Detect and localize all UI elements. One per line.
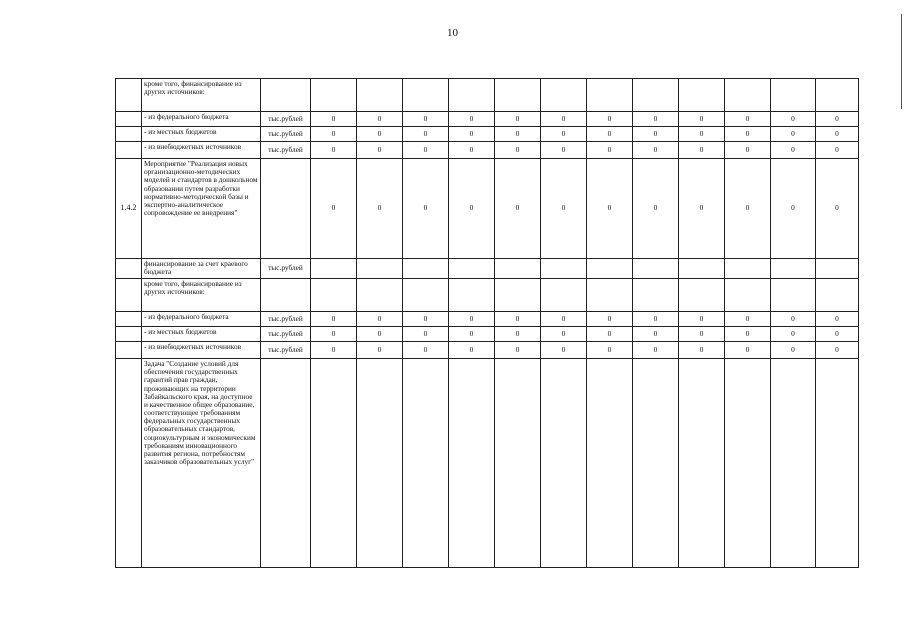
value-cell: 0	[403, 342, 449, 359]
value-cell	[403, 79, 449, 112]
page-number: 10	[447, 27, 458, 39]
value-cell: 0	[679, 112, 725, 127]
value-cell: 0	[311, 327, 357, 342]
value-cell: 0	[679, 342, 725, 359]
value-cell	[587, 359, 633, 568]
value-cell	[725, 79, 771, 112]
value-cell: 0	[403, 112, 449, 127]
scan-edge-line	[901, 14, 902, 109]
value-cell: 0	[771, 127, 816, 142]
value-cell	[311, 79, 357, 112]
budget-table	[115, 78, 859, 568]
row-name-cell: - из местных бюджетов	[142, 327, 261, 342]
value-cell	[495, 359, 541, 568]
value-cell: 0	[403, 327, 449, 342]
value-cell: 0	[541, 127, 587, 142]
value-cell: 0	[725, 327, 771, 342]
value-cell: 0	[771, 342, 816, 359]
value-cell	[633, 79, 679, 112]
value-cell	[771, 79, 816, 112]
value-cell: 0	[587, 112, 633, 127]
value-cell: 0	[311, 127, 357, 142]
row-name-cell: Задача "Создание условий для обеспечения государственных гарантий прав граждан, проживающих на территории Забайкальского края, на доступное и качественное общее образование, соответствующее требованиям федеральных государственных образовательных стандартов, социокультурным и экономическим требованиям инновационного развития региона, потребностям заказчиков образовательных услуг"	[142, 359, 261, 568]
value-cell: 0	[725, 159, 771, 259]
value-cell	[725, 279, 771, 312]
value-cell: 0	[357, 112, 403, 127]
row-unit-cell: тыс.рублей	[261, 127, 311, 142]
value-cell: 0	[495, 342, 541, 359]
value-cell	[495, 259, 541, 279]
value-cell	[679, 279, 725, 312]
row-code-cell: 1.4.2	[116, 159, 142, 259]
value-cell: 0	[816, 327, 859, 342]
value-cell	[311, 359, 357, 568]
value-cell: 0	[357, 312, 403, 327]
value-cell	[633, 279, 679, 312]
value-cell: 0	[633, 159, 679, 259]
table-row	[116, 312, 859, 327]
value-cell: 0	[449, 327, 495, 342]
value-cell: 0	[449, 127, 495, 142]
value-cell: 0	[587, 327, 633, 342]
value-cell	[587, 79, 633, 112]
value-cell	[725, 359, 771, 568]
value-cell	[449, 279, 495, 312]
value-cell	[403, 359, 449, 568]
value-cell: 0	[816, 127, 859, 142]
table-row	[116, 79, 859, 112]
value-cell	[771, 279, 816, 312]
value-cell	[449, 359, 495, 568]
value-cell: 0	[633, 342, 679, 359]
row-name-cell: - из внебюджетных источников	[142, 142, 261, 159]
table-row	[116, 259, 859, 279]
value-cell	[633, 359, 679, 568]
value-cell: 0	[816, 112, 859, 127]
value-cell: 0	[449, 112, 495, 127]
row-name-cell: финансирование за счет краевого бюджета	[142, 259, 261, 279]
value-cell	[816, 359, 859, 568]
value-cell: 0	[449, 142, 495, 159]
value-cell	[587, 259, 633, 279]
row-unit-cell: тыс.рублей	[261, 259, 311, 279]
table-row	[116, 327, 859, 342]
value-cell	[357, 79, 403, 112]
value-cell: 0	[725, 112, 771, 127]
value-cell: 0	[679, 127, 725, 142]
value-cell: 0	[495, 327, 541, 342]
value-cell: 0	[541, 312, 587, 327]
value-cell: 0	[679, 327, 725, 342]
value-cell	[541, 359, 587, 568]
value-cell: 0	[449, 159, 495, 259]
value-cell	[449, 259, 495, 279]
table-row	[116, 279, 859, 312]
value-cell	[679, 259, 725, 279]
row-code-cell	[116, 342, 142, 359]
value-cell: 0	[679, 312, 725, 327]
row-code-cell	[116, 327, 142, 342]
value-cell	[816, 79, 859, 112]
value-cell	[771, 359, 816, 568]
value-cell: 0	[403, 312, 449, 327]
table-row	[116, 112, 859, 127]
value-cell: 0	[679, 159, 725, 259]
value-cell	[403, 259, 449, 279]
row-name-cell: Мероприятие "Реализация новых организационно-методических моделей и стандартов в дошкольном образовании путем разработки нормативно-методической базы и экспертно-аналитическое сопровождение ее внедрения"	[142, 159, 261, 259]
value-cell	[816, 259, 859, 279]
value-cell: 0	[771, 142, 816, 159]
value-cell: 0	[816, 142, 859, 159]
value-cell: 0	[495, 142, 541, 159]
row-name-cell: кроме того, финансирование из других источников:	[142, 279, 261, 312]
value-cell: 0	[771, 112, 816, 127]
value-cell: 0	[311, 112, 357, 127]
row-unit-cell	[261, 159, 311, 259]
row-code-cell	[116, 359, 142, 568]
row-code-cell	[116, 259, 142, 279]
value-cell: 0	[725, 342, 771, 359]
value-cell: 0	[311, 312, 357, 327]
value-cell	[679, 359, 725, 568]
value-cell: 0	[633, 142, 679, 159]
row-code-cell	[116, 312, 142, 327]
value-cell: 0	[587, 127, 633, 142]
value-cell: 0	[587, 142, 633, 159]
row-code-cell	[116, 112, 142, 127]
table-row	[116, 127, 859, 142]
value-cell	[541, 259, 587, 279]
value-cell: 0	[357, 159, 403, 259]
row-name-cell: - из федерального бюджета	[142, 112, 261, 127]
value-cell	[587, 279, 633, 312]
row-name-cell: - из внебюджетных источников	[142, 342, 261, 359]
value-cell: 0	[403, 127, 449, 142]
value-cell: 0	[771, 159, 816, 259]
value-cell	[311, 279, 357, 312]
row-code-cell	[116, 142, 142, 159]
value-cell: 0	[311, 159, 357, 259]
value-cell	[679, 79, 725, 112]
value-cell: 0	[679, 142, 725, 159]
value-cell	[311, 259, 357, 279]
value-cell	[816, 279, 859, 312]
value-cell: 0	[403, 142, 449, 159]
value-cell: 0	[541, 327, 587, 342]
row-name-cell: - из федерального бюджета	[142, 312, 261, 327]
value-cell	[541, 279, 587, 312]
value-cell: 0	[495, 112, 541, 127]
row-unit-cell	[261, 359, 311, 568]
value-cell	[357, 259, 403, 279]
value-cell: 0	[541, 342, 587, 359]
value-cell: 0	[541, 142, 587, 159]
row-name-cell: кроме того, финансирование из других источников:	[142, 79, 261, 112]
value-cell: 0	[725, 312, 771, 327]
value-cell: 0	[357, 342, 403, 359]
value-cell: 0	[541, 112, 587, 127]
value-cell	[495, 279, 541, 312]
row-unit-cell	[261, 279, 311, 312]
value-cell	[771, 259, 816, 279]
value-cell: 0	[449, 312, 495, 327]
row-code-cell	[116, 279, 142, 312]
row-code-cell	[116, 79, 142, 112]
value-cell: 0	[633, 112, 679, 127]
value-cell: 0	[587, 159, 633, 259]
value-cell: 0	[771, 312, 816, 327]
value-cell: 0	[495, 127, 541, 142]
value-cell: 0	[541, 159, 587, 259]
row-unit-cell: тыс.рублей	[261, 112, 311, 127]
table-row	[116, 359, 859, 568]
value-cell: 0	[357, 127, 403, 142]
table-body	[116, 79, 859, 568]
row-unit-cell: тыс.рублей	[261, 327, 311, 342]
value-cell	[633, 259, 679, 279]
row-unit-cell	[261, 79, 311, 112]
table-row	[116, 159, 859, 259]
value-cell: 0	[357, 142, 403, 159]
value-cell: 0	[633, 327, 679, 342]
row-unit-cell: тыс.рублей	[261, 342, 311, 359]
value-cell	[541, 79, 587, 112]
value-cell: 0	[633, 127, 679, 142]
value-cell: 0	[311, 342, 357, 359]
table-row	[116, 342, 859, 359]
value-cell: 0	[403, 159, 449, 259]
value-cell: 0	[816, 159, 859, 259]
value-cell: 0	[771, 327, 816, 342]
value-cell: 0	[357, 327, 403, 342]
value-cell: 0	[725, 127, 771, 142]
row-name-cell: - из местных бюджетов	[142, 127, 261, 142]
value-cell	[725, 259, 771, 279]
value-cell: 0	[587, 342, 633, 359]
value-cell: 0	[816, 342, 859, 359]
value-cell	[357, 279, 403, 312]
value-cell	[449, 79, 495, 112]
row-unit-cell: тыс.рублей	[261, 142, 311, 159]
value-cell	[403, 279, 449, 312]
value-cell: 0	[725, 142, 771, 159]
value-cell: 0	[449, 342, 495, 359]
value-cell	[357, 359, 403, 568]
value-cell: 0	[816, 312, 859, 327]
value-cell: 0	[495, 159, 541, 259]
value-cell	[495, 79, 541, 112]
value-cell: 0	[587, 312, 633, 327]
row-code-cell	[116, 127, 142, 142]
row-unit-cell: тыс.рублей	[261, 312, 311, 327]
value-cell: 0	[633, 312, 679, 327]
value-cell: 0	[495, 312, 541, 327]
value-cell: 0	[311, 142, 357, 159]
table-row	[116, 142, 859, 159]
